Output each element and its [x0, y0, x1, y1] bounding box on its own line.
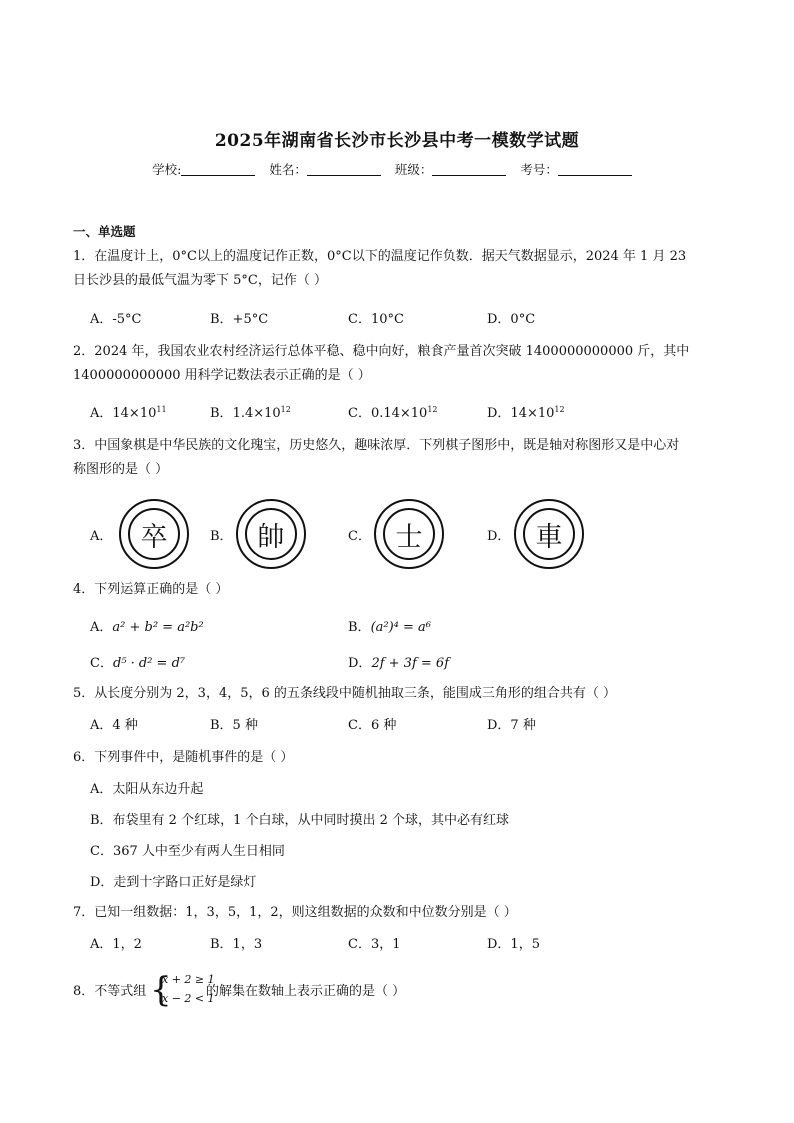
question-2 — [73, 340, 733, 388]
question-3 — [73, 434, 733, 482]
option-b-expr: (a²)⁴ = a⁶ — [370, 620, 431, 635]
chess-piece-b[interactable] — [236, 499, 306, 569]
option-d[interactable]: D．0°C — [487, 312, 536, 327]
inequality-1: x + 2 ≥ 1 — [162, 973, 215, 986]
question-7 — [73, 901, 733, 925]
name-blank[interactable] — [307, 163, 381, 176]
option-d[interactable]: D．走到十字路口正好是绿灯 — [90, 875, 257, 890]
option-a-label: A． — [90, 406, 113, 421]
question-1-line1: 1．在温度计上，0°C以上的温度记作正数，0°C以下的温度记作负数．据天气数据显示，2024 年 1 月 23 — [73, 249, 687, 264]
question-6 — [73, 746, 733, 770]
option-b-label: B． — [210, 406, 233, 421]
question-2-line2: 1400000000000 用科学记数法表示正确的是（ ） — [73, 368, 371, 383]
chess-piece-d-char: 車 — [523, 508, 575, 560]
question-2-options — [90, 402, 730, 426]
question-8-prefix: 8．不等式组 — [73, 984, 147, 999]
school-blank[interactable] — [181, 163, 255, 176]
question-5-line1: 5．从长度分别为 2，3，4，5，6 的五条线段中随机抽取三条，能围成三角形的组合共有（ ） — [73, 686, 617, 701]
option-b-base: 1.4×10 — [232, 406, 281, 421]
option-b[interactable] — [210, 402, 291, 421]
inequality-2: x − 2 < 1 — [162, 992, 215, 1005]
option-b-label: B． — [210, 529, 233, 544]
section-heading: 一、单选题 — [73, 224, 136, 239]
option-d-expr: 2f + 3f = 6f — [371, 656, 449, 671]
option-c[interactable]: C．367 人中至少有两人生日相同 — [90, 844, 285, 859]
question-4-options-row2 — [90, 652, 730, 676]
option-c[interactable]: C．6 种 — [348, 718, 397, 733]
class-blank[interactable] — [432, 163, 506, 176]
number-blank[interactable] — [558, 163, 632, 176]
chess-piece-d[interactable] — [514, 499, 584, 569]
question-1-line2: 日长沙县的最低气温为零下 5°C，记作（ ） — [73, 273, 327, 288]
option-c-label: C． — [348, 529, 371, 544]
option-b-label: B． — [348, 620, 371, 635]
option-c[interactable]: C．10°C — [348, 312, 404, 327]
question-3-line2: 称图形的是（ ） — [73, 462, 169, 477]
question-1 — [73, 245, 733, 293]
option-b[interactable]: B．+5°C — [210, 312, 269, 327]
option-d-label: D． — [348, 656, 372, 671]
option-a-expr: a² + b² = a²b² — [112, 620, 204, 635]
question-1-options — [90, 308, 730, 332]
option-a[interactable]: A．4 种 — [90, 718, 138, 733]
question-3-line1: 3．中国象棋是中华民族的文化瑰宝，历史悠久，趣味浓厚．下列棋子图形中，既是轴对称图形又是中心对 — [73, 438, 680, 453]
option-a[interactable] — [90, 402, 167, 421]
question-4-line1: 4．下列运算正确的是（ ） — [73, 582, 229, 597]
inequality-brace: { — [150, 970, 172, 1010]
option-a-exp: 11 — [156, 405, 167, 414]
question-4-options-row1 — [90, 616, 730, 640]
question-5-options — [90, 714, 730, 738]
option-c-exp: 12 — [427, 405, 438, 414]
question-7-options — [90, 933, 730, 957]
school-label: 学校: — [152, 162, 182, 177]
option-c-base: 0.14×10 — [370, 406, 428, 421]
option-b-exp: 12 — [280, 405, 291, 414]
option-a[interactable]: A．-5°C — [90, 312, 142, 327]
chess-piece-a[interactable] — [119, 499, 189, 569]
option-d-label: D． — [487, 529, 511, 544]
option-d[interactable] — [348, 652, 449, 671]
question-2-line1: 2．2024 年，我国农业农村经济运行总体平稳、稳中向好，粮食产量首次突破 1400000000000 斤，其中 — [73, 344, 690, 359]
option-b[interactable]: B．1，3 — [210, 937, 263, 952]
option-a-label: A． — [90, 620, 113, 635]
option-a-base: 14×10 — [112, 406, 157, 421]
option-a[interactable] — [90, 616, 204, 635]
question-7-line1: 7．已知一组数据：1，3，5，1，2，则这组数据的众数和中位数分别是（ ） — [73, 905, 517, 920]
option-c[interactable] — [348, 402, 438, 421]
chess-piece-b-char: 帥 — [245, 508, 297, 560]
option-a[interactable]: A．太阳从东边升起 — [90, 782, 204, 797]
option-d[interactable]: D．7 种 — [487, 718, 536, 733]
option-d-base: 14×10 — [510, 406, 555, 421]
option-d[interactable]: D．1，5 — [487, 937, 540, 952]
option-a-label: A． — [90, 529, 113, 544]
option-a[interactable]: A．1，2 — [90, 937, 142, 952]
option-b[interactable]: B．5 种 — [210, 718, 258, 733]
chess-piece-c[interactable] — [374, 499, 444, 569]
student-info-row — [0, 160, 794, 178]
number-label: 考号： — [520, 162, 558, 177]
exam-title: 2025年湖南省长沙市长沙县中考一模数学试题 — [214, 131, 580, 151]
option-c[interactable] — [90, 652, 185, 671]
option-c-label: C． — [348, 406, 371, 421]
option-c-label: C． — [90, 656, 113, 671]
question-6-line1: 6．下列事件中，是随机事件的是（ ） — [73, 750, 294, 765]
option-d-label: D． — [487, 406, 511, 421]
chess-piece-a-char: 卒 — [128, 508, 180, 560]
option-b[interactable]: B．布袋里有 2 个红球，1 个白球，从中同时摸出 2 个球，其中必有红球 — [90, 813, 510, 828]
question-5 — [73, 682, 733, 706]
question-4 — [73, 578, 733, 602]
option-d[interactable] — [487, 402, 565, 421]
option-d-exp: 12 — [554, 405, 565, 414]
class-label: 班级： — [394, 162, 433, 177]
option-b[interactable] — [348, 616, 431, 635]
option-c-expr: d⁵ · d² = d⁷ — [112, 656, 186, 671]
option-c[interactable]: C．3，1 — [348, 937, 401, 952]
question-8-suffix: 的解集在数轴上表示正确的是（ ） — [206, 984, 406, 999]
chess-piece-c-char: 士 — [383, 508, 435, 560]
name-label: 姓名： — [269, 162, 307, 177]
